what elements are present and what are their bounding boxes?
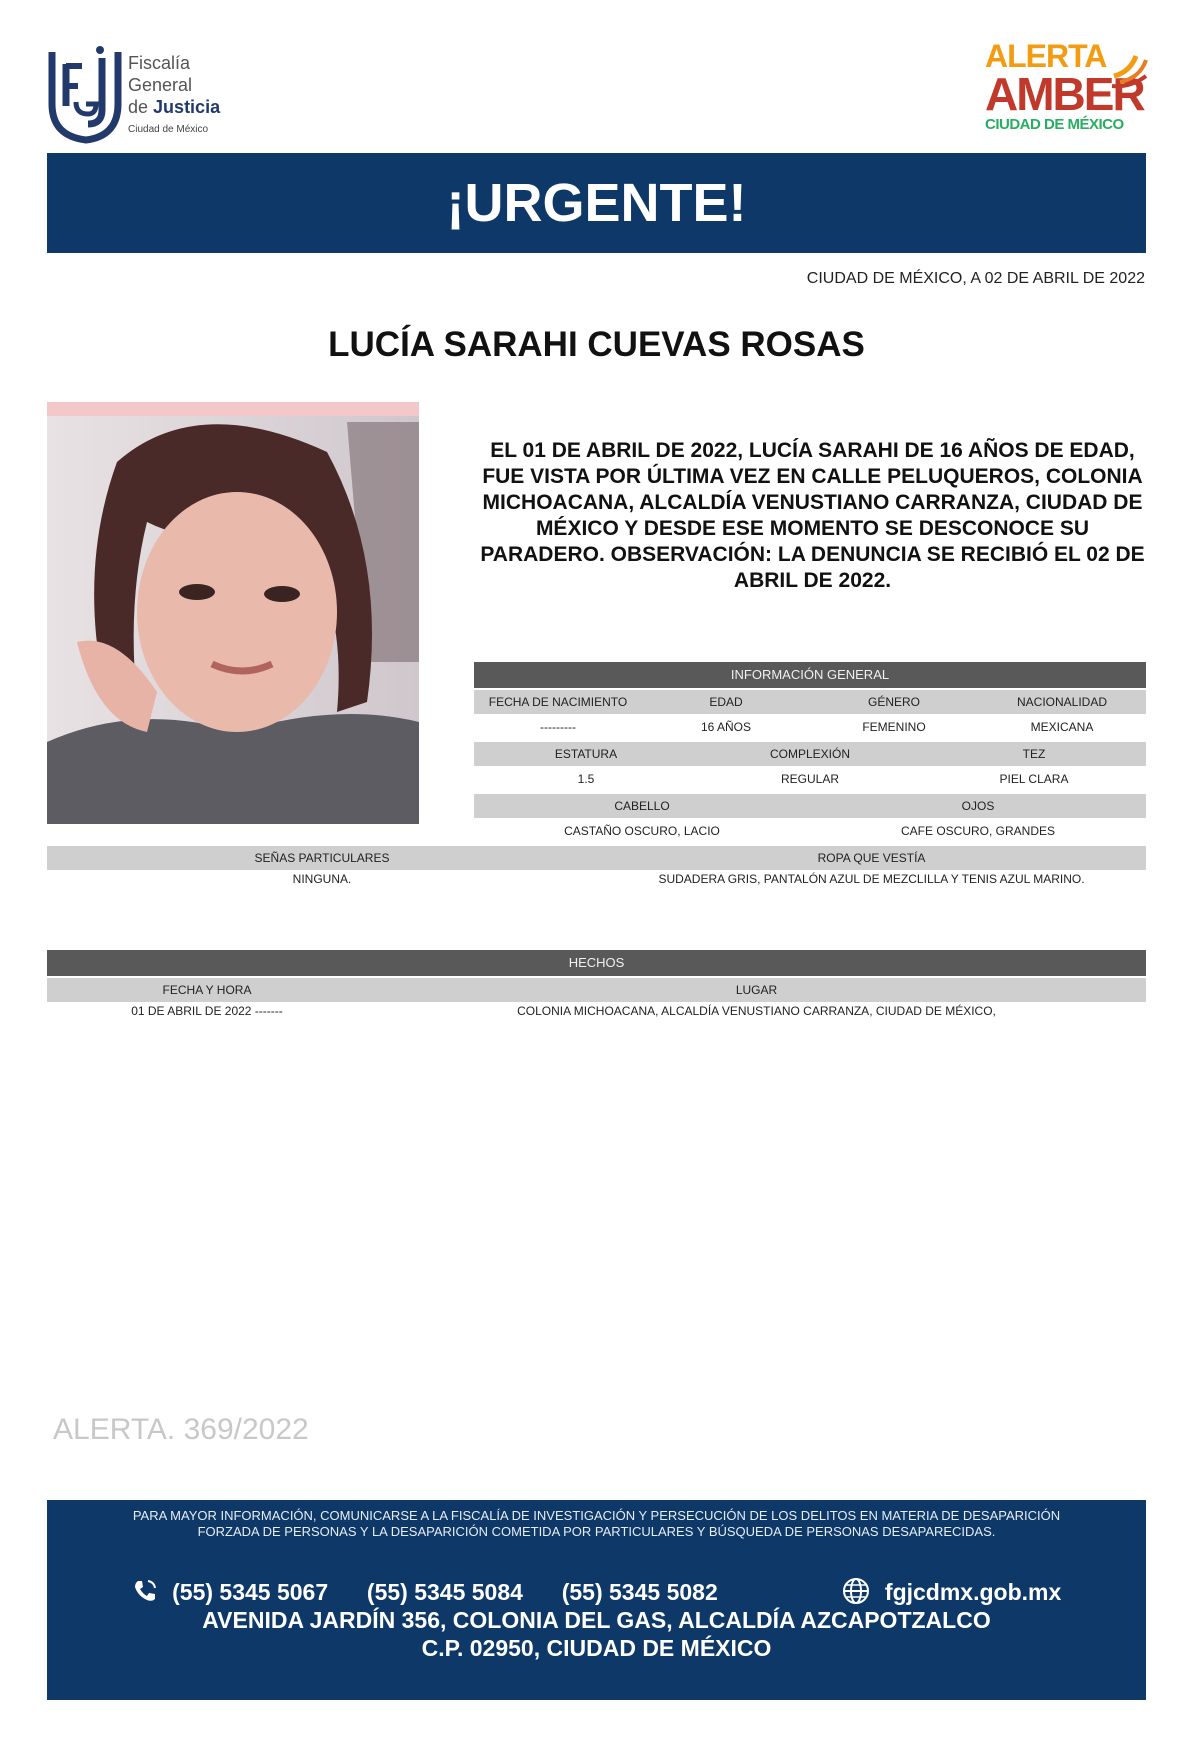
hechos-title: HECHOS bbox=[47, 950, 1146, 976]
general-row2-headers bbox=[474, 742, 1146, 766]
header-ropa: ROPA QUE VESTÍA bbox=[817, 851, 926, 865]
header-fecha-nacimiento: FECHA DE NACIMIENTO bbox=[488, 695, 628, 709]
value-lugar: COLONIA MICHOACANA, ALCALDÍA VENUSTIANO CARRANZA, CIUDAD DE MÉXICO, bbox=[517, 1004, 996, 1018]
header-estatura: ESTATURA bbox=[554, 747, 618, 761]
value-genero: FEMENINO bbox=[862, 720, 926, 734]
footer-info bbox=[47, 1508, 1146, 1540]
header-nacionalidad: NACIONALIDAD bbox=[1016, 695, 1108, 709]
header-fecha-hora: FECHA Y HORA bbox=[162, 983, 252, 997]
phone-2[interactable]: (55) 5345 5084 bbox=[366, 1579, 523, 1605]
org-line3-prefix: de bbox=[128, 97, 149, 117]
date-line: CIUDAD DE MÉXICO, A 02 DE ABRIL DE 2022 bbox=[806, 270, 1145, 287]
general-row4-headers bbox=[47, 846, 1146, 870]
phone-1[interactable]: (55) 5345 5067 bbox=[172, 1579, 329, 1605]
value-fecha-hora: 01 DE ABRIL DE 2022 ------- bbox=[131, 1004, 283, 1018]
header-tez: TEZ bbox=[1022, 747, 1046, 761]
general-row3-headers bbox=[474, 794, 1146, 818]
amber-line2: AMBER bbox=[985, 68, 1144, 120]
general-row4-values bbox=[47, 868, 1146, 890]
footer bbox=[47, 1500, 1146, 1700]
hechos-headers bbox=[47, 978, 1146, 1002]
amber-line1: ALERTA bbox=[985, 38, 1107, 74]
case-description: EL 01 DE ABRIL DE 2022, LUCÍA SARAHI DE 16 AÑOS DE EDAD, FUE VISTA POR ÚLTIMA VEZ EN CALLE PELUQUEROS, COLONIA MICHOACANA, ALCALDÍA VENUSTIANO CARRANZA, CIUDAD DE MÉXICO Y DESDE ESE MOMENTO SE DESCONOCE SU PARADERO. OBSERVACIÓN: LA DENUNCIA SE RECIBIÓ EL 02 DE ABRIL DE 2022. bbox=[480, 439, 1145, 592]
urgent-banner: ¡URGENTE! bbox=[47, 153, 1146, 253]
value-ojos: CAFE OSCURO, GRANDES bbox=[900, 824, 1056, 838]
header-edad: EDAD bbox=[709, 695, 743, 709]
header-senas-particulares: SEÑAS PARTICULARES bbox=[254, 851, 390, 865]
value-edad: 16 AÑOS bbox=[700, 720, 752, 734]
value-tez: PIEL CLARA bbox=[999, 772, 1069, 786]
header-lugar: LUGAR bbox=[735, 983, 778, 997]
person-photo bbox=[47, 402, 419, 824]
fgj-logo bbox=[46, 44, 126, 144]
org-line4: Ciudad de México bbox=[128, 124, 209, 135]
header-cabello: CABELLO bbox=[614, 799, 670, 813]
value-fecha-nacimiento: --------- bbox=[540, 720, 576, 734]
phone-3[interactable]: (55) 5345 5082 bbox=[561, 1579, 718, 1605]
general-row3-values bbox=[474, 819, 1146, 843]
footer-info-line1: PARA MAYOR INFORMACIÓN, COMUNICARSE A LA FISCALÍA DE INVESTIGACIÓN Y PERSECUCIÓN DE LOS DELITOS EN MATERIA DE DESAPARICIÓN bbox=[132, 1508, 1061, 1523]
value-estatura: 1.5 bbox=[577, 772, 595, 786]
value-nacionalidad: MEXICANA bbox=[1030, 720, 1094, 734]
header-genero: GÉNERO bbox=[867, 695, 920, 709]
org-line2: General bbox=[128, 75, 193, 95]
org-line1: Fiscalía bbox=[128, 53, 191, 73]
header-complexion: COMPLEXIÓN bbox=[769, 747, 850, 761]
footer-contacts bbox=[47, 1576, 1146, 1606]
general-info-title: INFORMACIÓN GENERAL bbox=[474, 662, 1146, 688]
value-complexion: REGULAR bbox=[780, 772, 839, 786]
fgj-name bbox=[128, 52, 220, 136]
value-cabello: CASTAÑO OSCURO, LACIO bbox=[564, 824, 720, 838]
value-ropa: SUDADERA GRIS, PANTALÓN AZUL DE MEZCLILLA Y TENIS AZUL MARINO. bbox=[658, 872, 1085, 886]
value-senas-particulares: NINGUNA. bbox=[292, 872, 352, 886]
general-row1-headers bbox=[474, 690, 1146, 714]
general-row1-values bbox=[474, 715, 1146, 739]
globe-icon bbox=[841, 1576, 871, 1606]
amber-waves-icon bbox=[1110, 42, 1150, 92]
footer-address bbox=[47, 1606, 1146, 1662]
amber-line3: CIUDAD DE MÉXICO bbox=[985, 116, 1124, 133]
org-line3-strong: Justicia bbox=[153, 97, 221, 117]
alert-number: ALERTA. 369/2022 bbox=[53, 1413, 309, 1446]
fgj-logo-icon bbox=[46, 44, 124, 144]
person-name: LUCÍA SARAHI CUEVAS ROSAS bbox=[328, 325, 865, 364]
org-line3 bbox=[128, 96, 220, 118]
footer-info-line2: FORZADA DE PERSONAS Y LA DESAPARICIÓN COMETIDA POR PARTICULARES Y BÚSQUEDA DE PERSONAS DESAPARECIDAS. bbox=[197, 1524, 996, 1539]
address-line1: AVENIDA JARDÍN 356, COLONIA DEL GAS, ALCALDÍA AZCAPOTZALCO bbox=[202, 1607, 991, 1633]
phone-icon bbox=[132, 1578, 158, 1604]
website-link[interactable]: fgjcdmx.gob.mx bbox=[884, 1579, 1062, 1605]
general-row2-values bbox=[474, 767, 1146, 791]
hechos-values bbox=[47, 1000, 1146, 1022]
header-ojos: OJOS bbox=[961, 799, 995, 813]
address-line2: C.P. 02950, CIUDAD DE MÉXICO bbox=[421, 1635, 772, 1661]
